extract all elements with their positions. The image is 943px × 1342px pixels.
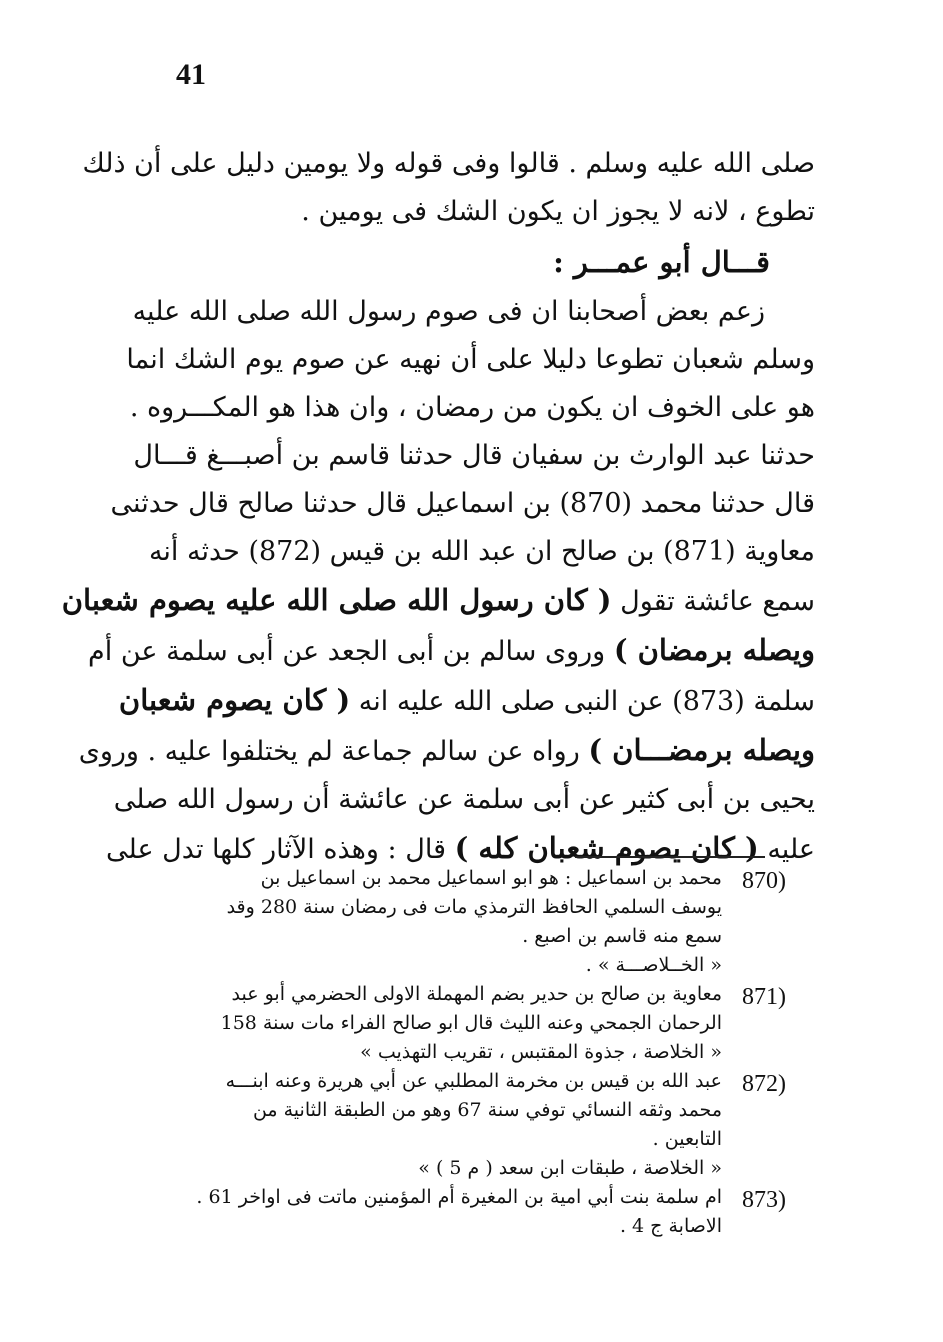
text-line: تطوع ، لانه لا يجوز ان يكون الشك فى يومين . — [301, 196, 815, 227]
footnote-line: يوسف السلمي الحافظ الترمذي مات فى رمضان سنة 280 وقد — [226, 896, 722, 918]
hadith-quote: ويصله برمضان ) — [613, 633, 815, 667]
footnote-870 — [130, 864, 810, 980]
footnote-line: عبد الله بن قيس بن مخرمة المطلبي عن أبي هريرة وعنه ابنـــه — [225, 1070, 722, 1092]
plain-segment: سلمة (873) عن النبى صلى الله عليه انه — [358, 686, 815, 717]
footnote-872 — [130, 1067, 810, 1183]
hadith-quote: ( كان يصوم شعبان كله ) — [454, 831, 759, 865]
text-line — [88, 626, 815, 676]
plain-segment: قال : وهذه الآثار كلها تدل على — [106, 834, 446, 865]
footnote-line: « الخــلاصـــة » . — [585, 954, 722, 976]
plain-segment: سمع عائشة تقول — [620, 586, 815, 617]
footnote-line: الاصابة ج 4 . — [619, 1215, 722, 1237]
text-line: وسلم شعبان تطوعا دليلا على أن نهيه عن صوم يوم الشك انما — [126, 344, 815, 375]
page-number: 41 — [176, 58, 206, 91]
footnote-line: سمع منه قاسم بن اصبع . — [522, 925, 722, 947]
text-line — [61, 576, 815, 626]
text-line — [78, 726, 815, 776]
text-line: صلى الله عليه وسلم . قالوا وفى قوله ولا يومين دليل على أن ذلك — [82, 148, 815, 179]
footnote-divider — [575, 856, 765, 858]
plain-segment: رواه عن سالم جماعة لم يختلفوا عليه . وروى — [78, 736, 580, 767]
footnote-line: « الخلاصة ، جذوة المقتبس ، تقريب التهذيب » — [360, 1041, 722, 1063]
footnote-line: معاوية بن صالح بن حدير بضم المهملة الاولى الحضرمي أبو عبد — [231, 983, 722, 1005]
footnote-873 — [130, 1183, 810, 1241]
footnote-line: محمد وثقه النسائي توفي سنة 67 وهو من الطبقة الثانية من — [252, 1099, 722, 1121]
hadith-quote: ( كان رسول الله صلى الله عليه يصوم شعبان — [61, 583, 612, 617]
text-line: زعم بعض أصحابنا ان فى صوم رسول الله صلى الله عليه — [132, 296, 765, 327]
footnote-line: الرحمان الجمحي وعنه الليث قال ابو صالح الفراء مات سنة 158 — [220, 1012, 722, 1034]
text-line — [118, 676, 815, 726]
main-text — [61, 140, 815, 874]
text-line: حدثنا عبد الوارث بن سفيان قال حدثنا قاسم بن أصبـــغ قـــال — [133, 440, 815, 471]
text-line: هو على الخوف ان يكون من رمضان ، وان هذا هو المكـــروه . — [129, 392, 815, 423]
text-line: معاوية (871) بن صالح ان عبد الله بن قيس (872) حدثه أنه — [148, 536, 815, 567]
footnote-line: محمد بن اسماعيل : هو ابو اسماعيل محمد بن اسماعيل بن — [260, 867, 722, 889]
footnotes — [130, 864, 810, 1241]
hadith-quote: ( كان يصوم شعبان — [118, 683, 351, 717]
text-line: يحيى بن أبى كثير عن أبى سلمة عن عائشة أن رسول الله صلى — [113, 784, 815, 815]
footnote-number: 872) — [742, 1071, 786, 1097]
section-heading: قـــال أبو عمـــر : — [553, 245, 770, 279]
footnote-number: 871) — [742, 984, 786, 1010]
hadith-quote: ويصله برمضـــان ) — [588, 733, 815, 767]
footnote-number: 870) — [742, 868, 786, 894]
text-line: قال حدثنا محمد (870) بن اسماعيل قال حدثنا صالح قال حدثنى — [110, 488, 815, 519]
footnote-number: 873) — [742, 1187, 786, 1213]
footnote-line: « الخلاصة ، طبقات ابن سعد ( م 5 ) » — [418, 1157, 722, 1179]
footnote-line: التابعين . — [652, 1128, 722, 1150]
plain-segment: وروى سالم بن أبى الجعد عن أبى سلمة عن أم — [88, 636, 606, 667]
plain-segment: عليه — [767, 834, 815, 865]
footnote-871 — [130, 980, 810, 1067]
footnote-line: ام سلمة بنت أبي امية بن المغيرة أم المؤمنين ماتت فى اواخر 61 . — [196, 1186, 722, 1208]
